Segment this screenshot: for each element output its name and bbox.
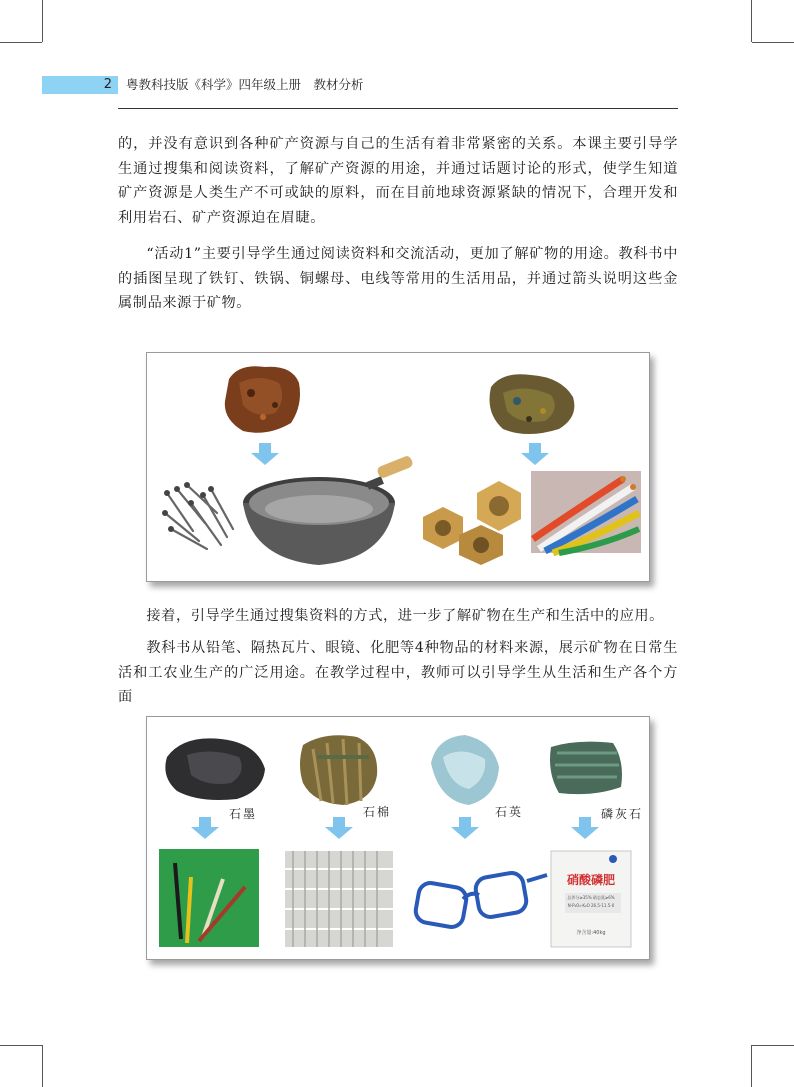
paragraph-2: “活动1”主要引导学生通过阅读资料和交流活动，更加了解矿物的用途。教科书中的插图呈现了铁钉、铁锅、铜螺母、电线等常用的生活用品，并通过箭头说明这些金属制品来源于矿物。 — [118, 246, 678, 312]
crop-mark — [42, 0, 43, 42]
crop-mark — [0, 42, 42, 43]
crop-mark — [752, 42, 794, 43]
label-graphite: 石墨 — [229, 807, 258, 821]
label-asbestos: 石棉 — [363, 805, 392, 819]
fertilizer-bag-net-weight: 净含量:40kg — [576, 930, 606, 936]
arrow-down-icon — [191, 817, 219, 839]
paragraph-3: 接着，引导学生通过搜集资料的方式，进一步了解矿物在生产和生活中的应用。 — [146, 608, 664, 624]
copper-ore-image — [490, 374, 575, 434]
brass-nuts-image — [423, 481, 521, 565]
iron-wok-image — [243, 455, 414, 565]
iron-ore-image — [225, 366, 300, 433]
fertilizer-bag-line-2: N-P₂O₅-K₂O 26.5-11.5-0 — [567, 903, 615, 908]
label-quartz: 石英 — [495, 805, 524, 819]
header-rule — [118, 108, 678, 109]
crop-mark — [751, 0, 752, 42]
crop-mark — [752, 1045, 794, 1046]
roof-tiles-image — [285, 851, 393, 947]
arrow-down-icon — [571, 817, 599, 839]
crop-mark — [0, 1045, 42, 1046]
label-apatite: 磷灰石 — [601, 807, 644, 821]
running-title: 粤教科技版《科学》四年级上册 教材分析 — [126, 77, 364, 92]
arrow-down-icon — [451, 817, 479, 839]
paragraph-1: 的，并没有意识到各种矿产资源与自己的生活有着非常紧密的关系。本课主要引导学生通过搜集和阅读资料，了解矿产资源的用途，并通过话题讨论的形式，使学生知道矿产资源是人类生产不可或缺的原料，而在目前地球资源紧缺的情况下，合理开发和利用岩石、矿产资源迫在眉睫。 — [118, 136, 678, 226]
crop-mark — [42, 1045, 43, 1087]
iron-nails-image — [165, 485, 233, 549]
figure-metal-products — [146, 352, 650, 582]
asbestos-image — [300, 735, 377, 805]
paragraph-4: 教科书从铅笔、隔热瓦片、眼镜、化肥等4种物品的材料来源，展示矿物在日常生活和工农业生产的广泛用途。在教学过程中，教师可以引导学生从生活和生产各个方面 — [118, 640, 678, 706]
arrow-down-icon — [325, 817, 353, 839]
fertilizer-bag-line-1: 总养分≥35% 硝态氮≥6% — [567, 895, 615, 900]
arrow-down-icon — [251, 443, 279, 465]
figure-mineral-uses — [146, 716, 650, 960]
arrow-down-icon — [521, 443, 549, 465]
eyeglasses-image — [414, 871, 547, 929]
quartz-image — [431, 735, 499, 805]
fertilizer-bag-title: 硝酸磷肥 — [566, 873, 615, 887]
electric-wires-image — [531, 471, 641, 553]
page-number: 2 — [103, 77, 112, 92]
apatite-image — [550, 742, 622, 794]
pencils-image — [159, 849, 259, 947]
crop-mark — [751, 1045, 752, 1087]
